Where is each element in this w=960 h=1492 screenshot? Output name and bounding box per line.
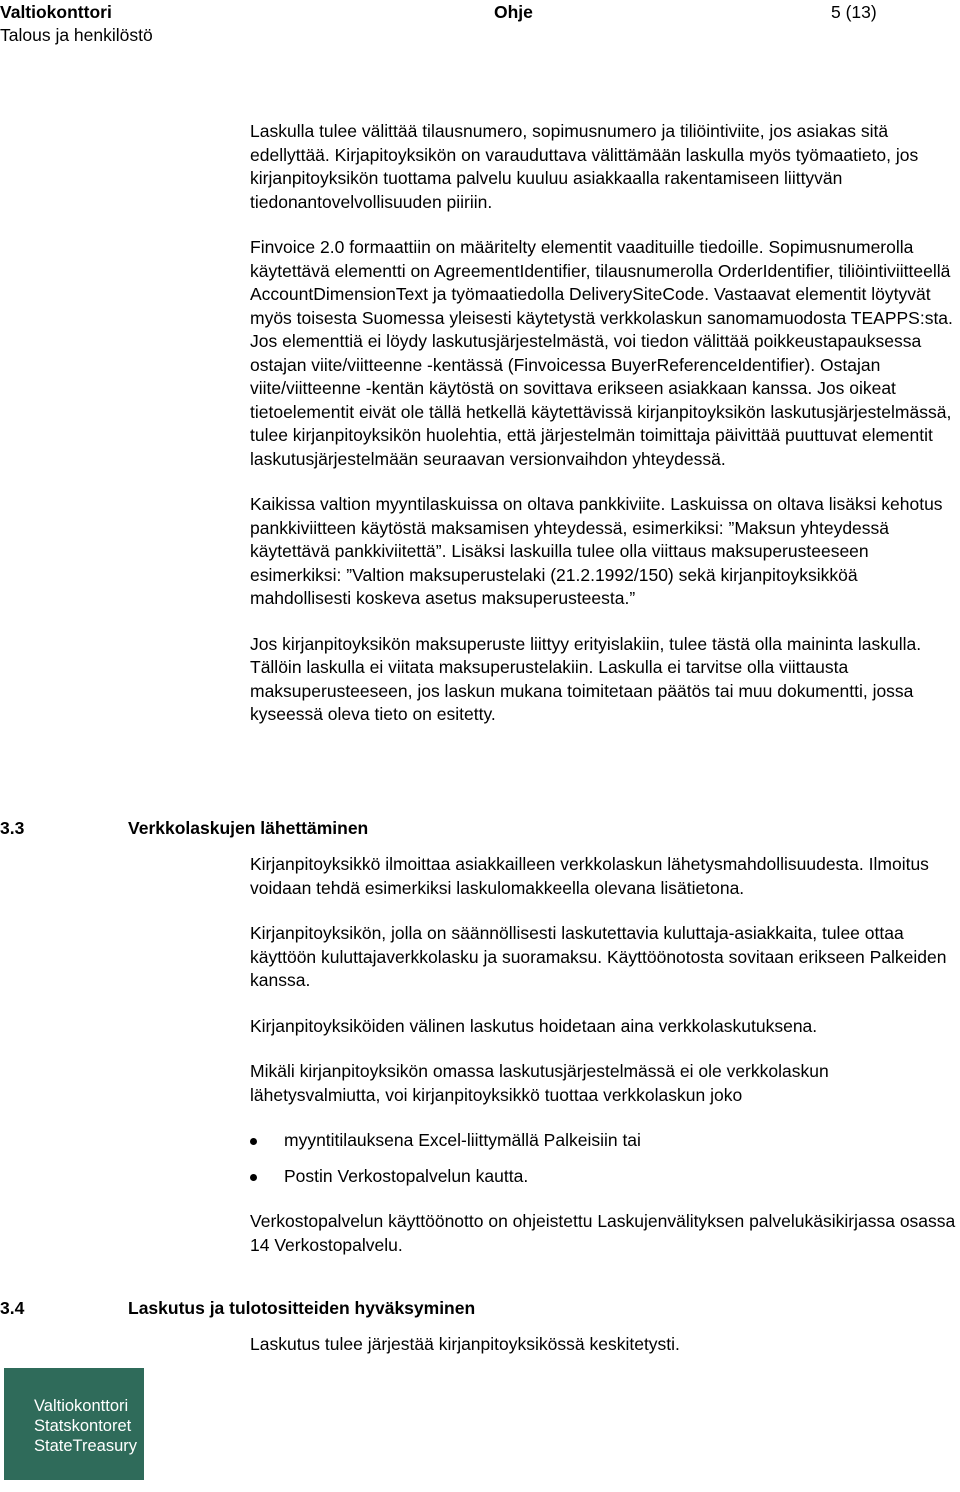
intro-paragraph-3: Kaikissa valtion myyntilaskuissa on oltava pankkiviite. Laskuissa on oltava lisäksi kehotus pankkiviitteen käytöstä maksamisen yhteydessä, esimerkiksi: ”Maksun yhteydessä käytettävä pankkiviitettä”. Lisäksi laskuilla tulee olla viittaus maksuperusteeseen esimerkiksi: ”Valtion maksuperustelaki (21.2.1992/150) sekä kirjanpitoyksikköä mahdollisesti koskeva asetus maksuperusteesta.”	[250, 494, 943, 608]
bullet-icon	[250, 1138, 257, 1145]
intro-section	[250, 120, 960, 727]
section-3-4-body	[250, 1333, 960, 1357]
list-item	[250, 1129, 960, 1153]
intro-paragraph-1: Laskulla tulee välittää tilausnumero, sopimusnumero ja tiliöintiviite, jos asiakas sitä edellyttää. Kirjapitoyksikön on varauduttava välittämään laskulla myös työmaatieto, jos kirjanpitoyksikön tuottama palvelu kuuluu asiakkaalla rakentamiseen liittyvän tiedonantovelvollisuuden piiriin.	[250, 121, 919, 212]
section-3-3-heading	[0, 818, 368, 839]
header-department: Talous ja henkilöstö	[0, 25, 153, 45]
section-3-3-number: 3.3	[0, 818, 25, 838]
list-item	[250, 1165, 960, 1189]
section-3-3-paragraph-1: Kirjanpitoyksikkö ilmoittaa asiakkailleen verkkolaskun lähetysmahdollisuudesta. Ilmoitus voidaan tehdä esimerkiksi laskulomakkeella olevana lisätietona.	[250, 854, 929, 898]
list-item-text: myyntitilauksena Excel-liittymällä Palkeisiin tai	[284, 1130, 641, 1150]
list-item-text: Postin Verkostopalvelun kautta.	[284, 1165, 529, 1186]
section-3-3-paragraph-5: Verkostopalvelun käyttöönotto on ohjeistettu Laskujenvälityksen palvelukäsikirjassa osassa 14 Verkostopalvelu.	[250, 1211, 956, 1255]
logo-line-3: StateTreasury	[34, 1437, 138, 1455]
section-3-4-paragraph-1: Laskutus tulee järjestää kirjanpitoyksikössä keskitetysti.	[250, 1334, 680, 1354]
section-3-3-paragraph-2: Kirjanpitoyksikön, jolla on säännöllisesti laskutettavia kuluttaja-asiakkaita, tulee ottaa käyttöön kuluttajaverkkolasku ja suoramaksu. Käyttöönotosta sovitaan erikseen Palkeiden kanssa.	[250, 923, 947, 990]
section-3-3-paragraph-4: Mikäli kirjanpitoyksikön omassa laskutusjärjestelmässä ei ole verkkolaskun lähetysvalmiutta, voi kirjanpitoyksikkö tuottaa verkkolaskun joko	[250, 1061, 829, 1105]
section-3-4-number: 3.4	[0, 1298, 25, 1318]
header-page-number: 5 (13)	[831, 2, 877, 22]
bullet-icon	[250, 1174, 257, 1181]
state-treasury-logo	[4, 1368, 144, 1480]
header-org: Valtiokonttori	[0, 2, 112, 22]
section-3-3-paragraph-3: Kirjanpitoyksiköiden välinen laskutus hoidetaan aina verkkolaskutuksena.	[250, 1015, 818, 1036]
section-3-3-title: Verkkolaskujen lähettäminen	[128, 818, 369, 838]
intro-paragraph-4: Jos kirjanpitoyksikön maksuperuste liittyy erityislakiin, tulee tästä olla maininta laskulla. Tällöin laskulla ei viitata maksuperustelakiin. Laskulla ei tarvitse olla viittausta maksuperusteeseen, jos laskun mukana toimitetaan päätös tai muu dokumentti, jossa kyseessä oleva tieto on esitetty.	[250, 633, 922, 724]
logo-line-1: Valtiokonttori	[34, 1397, 129, 1415]
section-3-4-heading	[0, 1298, 475, 1319]
section-3-3-body	[250, 853, 960, 1257]
section-3-4-title: Laskutus ja tulotositteiden hyväksyminen	[128, 1298, 476, 1318]
logo-line-2: Statskontoret	[34, 1417, 132, 1435]
intro-paragraph-2: Finvoice 2.0 formaattiin on määritelty elementit vaadituille tiedoille. Sopimusnumerolla käytettävä elementti on AgreementIdentifier, tilausnumerolla OrderIdentifier, tiliöintiviitteellä AccountDimensionText ja työmaatiedolla DeliverySiteCode. Vastaavat elementit löytyvät myös toisesta Suomessa yleisesti käytetystä verkkolaskun sanomamuodosta TEAPPS:sta. Jos elementtiä ei löydy laskutusjärjestelmästä, voi tiedon välittää poikkeustapauksessa ostajan viite/viitteenne -kentässä (Finvoicessa BuyerReferenceIdentifier). Ostajan viite/viitteenne -kentän käytöstä on sovittava erikseen asiakkaan kanssa. Jos oikeat tietoelementit eivät ole tällä hetkellä käytettävissä kirjanpitoyksikön laskutusjärjestelmässä, tulee kirjanpitoyksikön huolehtia, että järjestelmän toimittaja päivittää puuttuvat elementit laskutusjärjestelmään seuraavan versionvaihdon yhteydessä.	[250, 237, 953, 469]
header-doc-type: Ohje	[494, 2, 533, 22]
delivery-options-list	[250, 1129, 960, 1188]
